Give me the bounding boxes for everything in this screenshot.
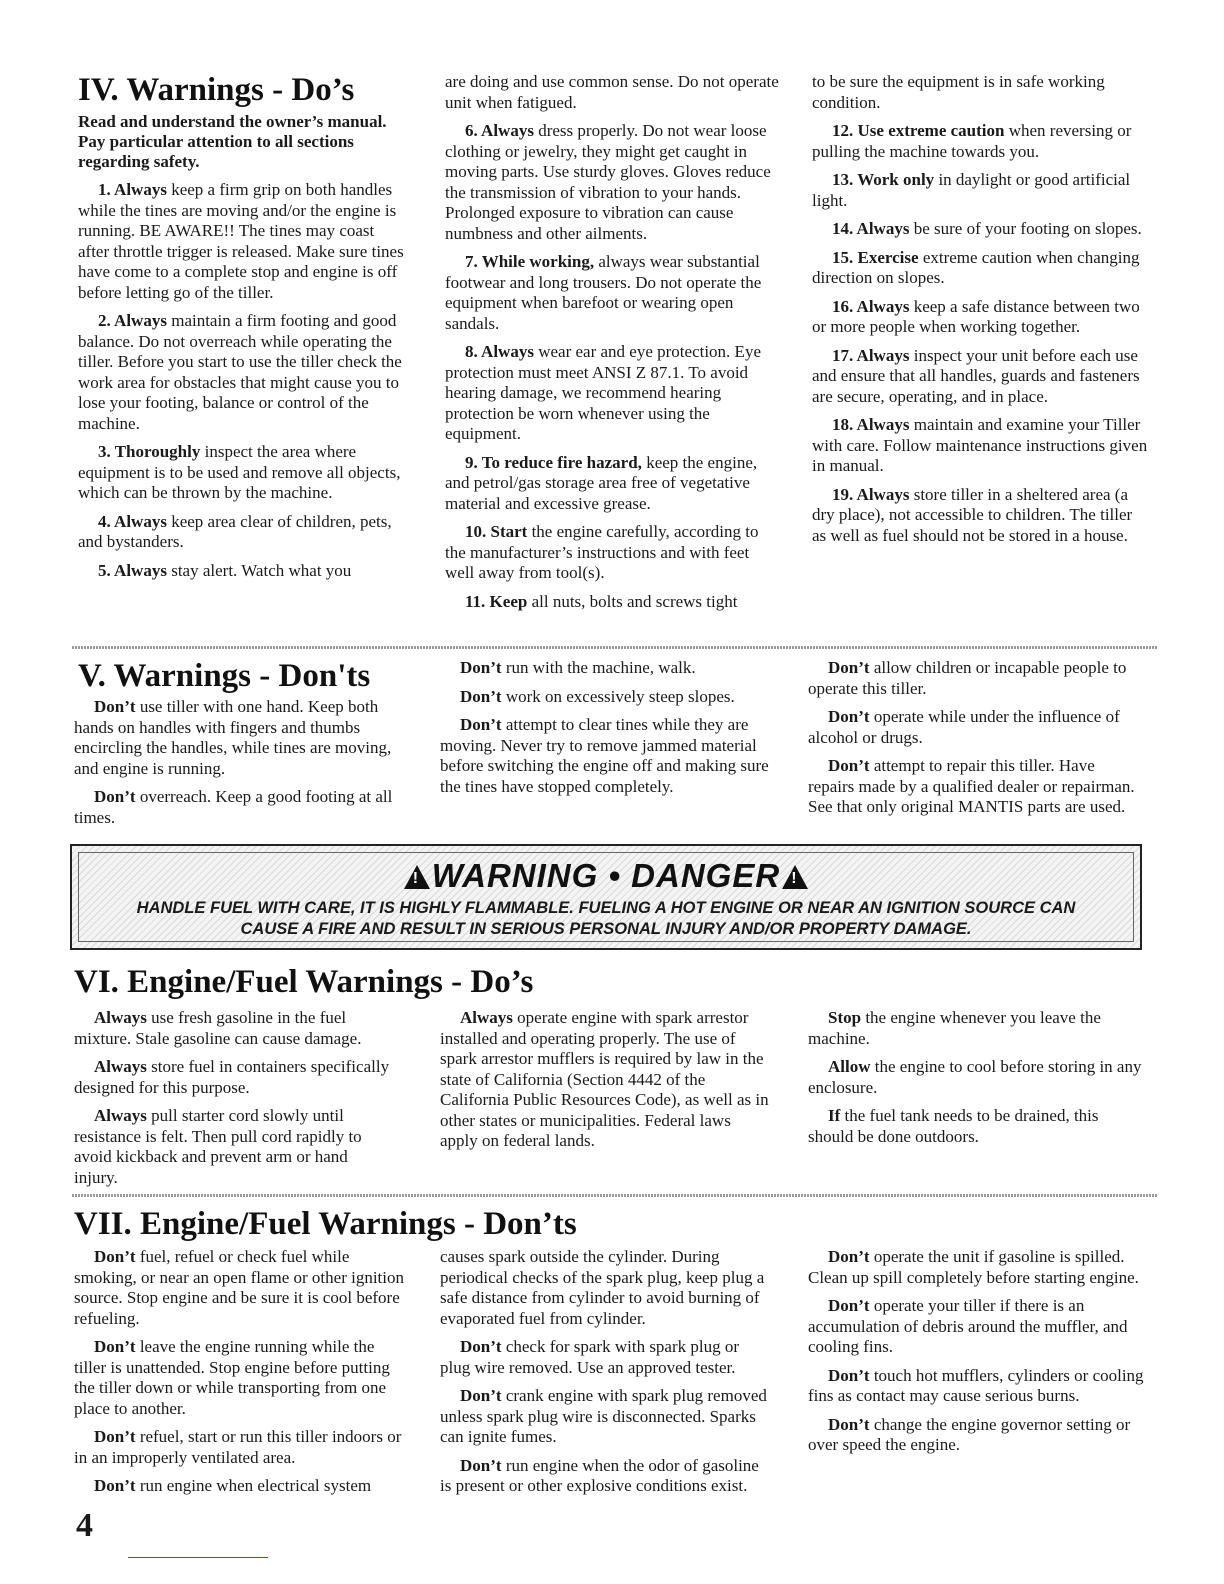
- list-item: Don’t attempt to repair this tiller. Have repairs made by a qualified dealer or repairman. See that only original MANTIS parts are used.: [808, 756, 1135, 816]
- list-item: Don’t attempt to clear tines while they are moving. Never try to remove jammed material before switching the engine off and making sure the tines have stopped completely.: [440, 715, 769, 796]
- continued-text: to be sure the equipment is in safe working condition.: [812, 72, 1105, 112]
- section-6-title: VI. Engine/Fuel Warnings - Do’s: [74, 964, 534, 1000]
- list-item: Always pull starter cord slowly until resistance is felt. Then pull cord rapidly to avoid kickback and prevent arm or hand injury.: [74, 1106, 362, 1187]
- banner-title: !WARNING • DANGER!: [72, 858, 1140, 894]
- page-number: 4: [76, 1507, 93, 1544]
- section-4-column-1: [78, 112, 404, 589]
- list-item: Don’t run with the machine, walk.: [460, 658, 696, 677]
- section-4-items: [78, 180, 404, 581]
- list-item: Stop the engine whenever you leave the machine.: [808, 1008, 1101, 1048]
- list-item: 15. Exercise extreme caution when changing direction on slopes.: [812, 247, 1140, 287]
- section-5-title: V. Warnings - Don'ts: [78, 658, 371, 694]
- section-7-column-2: [440, 1247, 770, 1505]
- continued-text: are doing and use common sense. Do not operate unit when fatigued.: [445, 72, 779, 112]
- list-item: Always operate engine with spark arrestor installed and operating properly. The use of spark arrestor mufflers is required by law in the state of California (Section 4442 of the California Public Resources Code), as well as in other states or municipalities. Federal laws apply on federal lands.: [440, 1008, 769, 1150]
- list-item: Don’t use tiller with one hand. Keep both hands on handles with fingers and thumbs encircling the handles, while tines are moving, and engine is running.: [74, 697, 392, 778]
- list-item: Don’t operate while under the influence of alcohol or drugs.: [808, 707, 1120, 747]
- list-item: 4. Always keep area clear of children, pets, and bystanders.: [78, 511, 392, 551]
- list-item: 12. Use extreme caution when reversing or pulling the machine towards you.: [812, 121, 1132, 161]
- list-item: 2. Always maintain a firm footing and good balance. Do not overreach while operating the tiller. Before you start to use the tiller check the work area for obstacles that might cause you to lose your footing, balance or control of the machine.: [78, 311, 402, 433]
- list-item: 5. Always stay alert. Watch what you: [98, 560, 352, 580]
- list-item: 10. Start the engine carefully, according to the manufacturer’s instructions and with feet well away from tool(s).: [445, 522, 759, 582]
- section-7-column-3: [808, 1247, 1144, 1464]
- banner-line-2: CAUSE A FIRE AND RESULT IN SERIOUS PERSONAL INJURY AND/OR PROPERTY DAMAGE.: [240, 920, 972, 938]
- list-item: Don’t change the engine governor setting or over speed the engine.: [808, 1414, 1131, 1454]
- list-item: 7. While working, always wear substantial footwear and long trousers. Do not operate the equipment when barefoot or wearing open sandals.: [445, 252, 762, 333]
- list-item: 1. Always keep a firm grip on both handles while the tines are moving and/or the engine is running. BE AWARE!! The tines may coast after throttle trigger is released. Make sure tines have come to a complete stop and engine is off before letting go of the tiller.: [78, 180, 404, 302]
- section-4-title: IV. Warnings - Do’s: [78, 72, 355, 108]
- list-item: Allow the engine to cool before storing in any enclosure.: [808, 1057, 1142, 1097]
- list-item: Don’t operate your tiller if there is an accumulation of debris around the muffler, and cooling fins.: [808, 1296, 1128, 1356]
- section-divider: [72, 646, 1158, 649]
- banner-message: [72, 898, 1140, 940]
- section-6-column-3: [808, 1008, 1144, 1155]
- section-5-column-2: [440, 658, 770, 805]
- section-4-column-2: [445, 72, 780, 620]
- list-item: 8. Always wear ear and eye protection. Eye protection must meet ANSI Z 87.1. To avoid hearing damage, we recommend hearing protection be worn whenever using the equipment.: [445, 342, 761, 443]
- list-item: Always store fuel in containers specifically designed for this purpose.: [74, 1057, 390, 1097]
- section-4-intro: Read and understand the owner’s manual. Pay particular attention to all sections regarding safety.: [78, 112, 387, 171]
- list-item: 6. Always dress properly. Do not wear loose clothing or jewelry, they might get caught in moving parts. Use sturdy gloves. Gloves reduce the transmission of vibration to your hands. Prolonged exposure to vibration can cause numbness and other ailments.: [445, 121, 771, 243]
- warning-triangle-icon: [782, 865, 808, 889]
- list-item: Don’t run engine when electrical system: [94, 1476, 372, 1495]
- list-item: 9. To reduce fire hazard, keep the engine, and petrol/gas storage area free of vegetative material and excessive grease.: [445, 452, 758, 513]
- list-item: Don’t run engine when the odor of gasoline is present or other explosive conditions exist.: [440, 1455, 759, 1495]
- section-4-column-3: [812, 72, 1148, 554]
- list-item: 19. Always store tiller in a sheltered area (a dry place), not accessible to children. The tiller as well as fuel should not be stored in a house.: [812, 484, 1133, 545]
- list-item: Don’t overreach. Keep a good footing at all times.: [74, 787, 393, 827]
- warning-danger-banner: [70, 844, 1142, 950]
- footer-rule: [128, 1557, 268, 1558]
- list-item: 17. Always inspect your unit before each use and ensure that all handles, guards and fasteners are secure, operating, and in place.: [812, 345, 1140, 406]
- list-item: Don’t touch hot mufflers, cylinders or cooling fins as contact may cause serious burns.: [808, 1365, 1144, 1405]
- list-item: 16. Always keep a safe distance between two or more people when working together.: [812, 296, 1140, 336]
- list-item: If the fuel tank needs to be drained, this should be done outdoors.: [808, 1106, 1099, 1146]
- list-item: Don’t leave the engine running while the tiller is unattended. Stop engine before putting the tiller down or while transporting from one place to another.: [74, 1337, 390, 1418]
- list-item: Always use fresh gasoline in the fuel mixture. Stale gasoline can cause damage.: [74, 1008, 362, 1048]
- section-5-column-3: [808, 658, 1144, 826]
- continued-text: causes spark outside the cylinder. During periodical checks of the spark plug, keep plug a safe distance from cylinder to avoid burning of evaporated fuel from cylinder.: [440, 1247, 765, 1328]
- list-item: Don’t work on excessively steep slopes.: [460, 686, 735, 706]
- list-item: Don’t check for spark with spark plug or plug wire removed. Use an approved tester.: [440, 1337, 740, 1377]
- list-item: 13. Work only in daylight or good artificial light.: [812, 170, 1131, 210]
- warning-triangle-icon: [404, 865, 430, 889]
- section-divider: [72, 1194, 1158, 1197]
- section-7-column-1: [74, 1247, 404, 1505]
- section-6-column-2: [440, 1008, 770, 1160]
- list-item: Don’t operate the unit if gasoline is spilled. Clean up spill completely before starting engine.: [808, 1247, 1139, 1287]
- list-item: 11. Keep all nuts, bolts and screws tight: [465, 591, 738, 611]
- list-item: Don’t allow children or incapable people to operate this tiller.: [808, 658, 1127, 698]
- section-7-title: VII. Engine/Fuel Warnings - Don’ts: [74, 1206, 577, 1242]
- list-item: Don’t fuel, refuel or check fuel while smoking, or near an open flame or other ignition source. Stop engine and be sure it is cool before refueling.: [74, 1247, 404, 1328]
- banner-line-1: HANDLE FUEL WITH CARE, IT IS HIGHLY FLAMMABLE. FUELING A HOT ENGINE OR NEAR AN IGNITION SOURCE CAN: [136, 899, 1076, 917]
- list-item: 14. Always be sure of your footing on slopes.: [832, 219, 1142, 238]
- list-item: Don’t crank engine with spark plug removed unless spark plug wire is disconnected. Sparks can ignite fumes.: [440, 1386, 767, 1446]
- section-5-column-1: [74, 697, 404, 836]
- list-item: Don’t refuel, start or run this tiller indoors or in an improperly ventilated area.: [74, 1427, 402, 1467]
- section-6-column-1: [74, 1008, 392, 1196]
- list-item: 18. Always maintain and examine your Tiller with care. Follow maintenance instructions given in manual.: [812, 415, 1148, 475]
- list-item: 3. Thoroughly inspect the area where equipment is to be used and remove all objects, which can be thrown by the machine.: [78, 442, 401, 502]
